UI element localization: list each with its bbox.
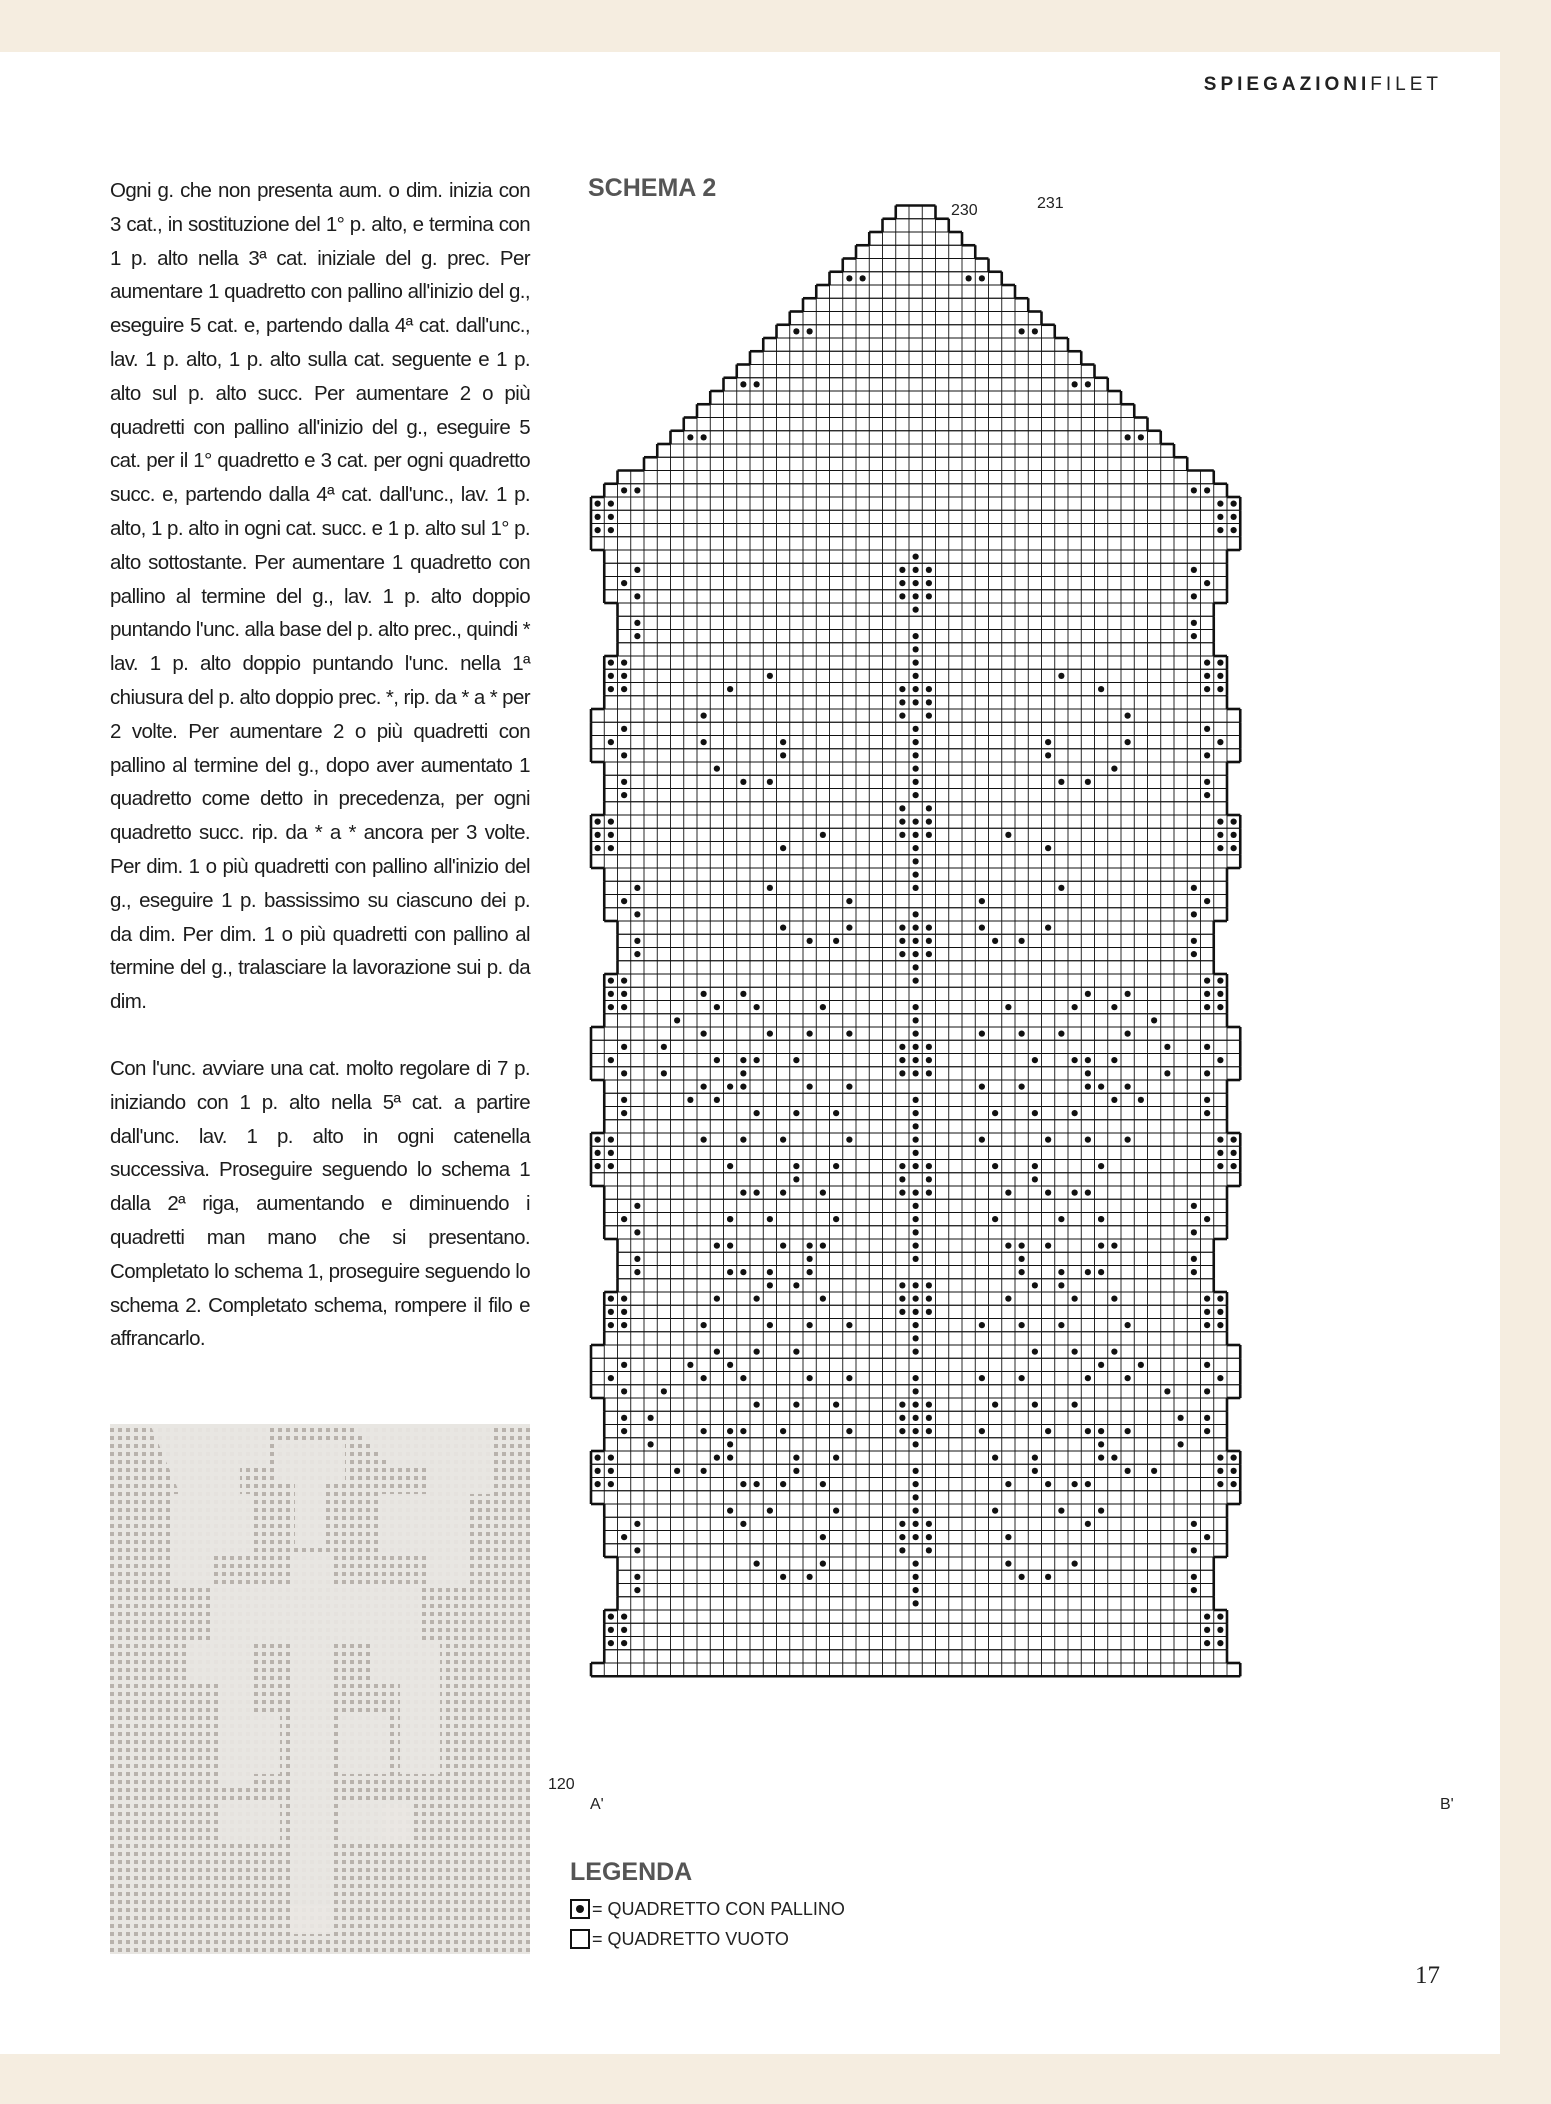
row-label-231: 231 [1037, 195, 1064, 212]
corner-label-right: B' [1440, 1796, 1454, 1813]
corner-label-left: A' [590, 1796, 604, 1813]
header-section: SPIEGAZIONI [1203, 74, 1371, 95]
legend-item-empty [570, 1927, 789, 1951]
legend-empty-label: = QUADRETTO VUOTO [592, 1928, 789, 1949]
instructions-paragraph-1: Ogni g. che non presenta aum. o dim. inizia con 3 cat., in sostituzione del 1° p. alto, e termina con 1 p. alto nella 3ª cat. iniziale del g. prec. Per aumentare 1 quadretto con pallino all'inizio del g., eseguire 5 cat. e, partendo dalla 4ª cat. dall'unc., lav. 1 p. alto, 1 p. alto sulla cat. seguente e 1 p. alto sul p. alto succ. Per aumentare 2 o più quadretti con pallino all'inizio del g., eseguire 5 cat. per il 1° quadretto e 3 cat. per ogni quadretto succ. e, partendo dalla 4ª cat. dall'unc., lav. 1 p. alto, 1 p. alto in ogni cat. succ. e 1 p. alto sul 1° p. alto sottostante. Per aumentare 1 quadretto con pallino al termine del g., lav. 1 p. alto doppio puntando l'unc. alla base del p. alto prec., quindi * lav. 1 p. alto doppio puntando l'unc. nella 1ª chiusura del p. alto doppio prec. *, rip. da * a * per 2 volte. Per aumentare 2 o più quadretti con pallino al termine del g., dopo aver aumentato 1 quadretto come detto in precedenza, per ogni quadretto succ. rip. da * a * ancora per 3 volte. Per dim. 1 o più quadretti con pallino all'inizio del g., eseguire 1 p. bassissimo su ciascuno dei p. da dim. Per dim. 1 o più quadretti con pallino al termine del g., tralasciare la lavorazione sui p. da dim. [110, 179, 531, 1014]
filled-square-icon [570, 1899, 590, 1919]
empty-square-icon [570, 1929, 590, 1949]
legend-title: LEGENDA [570, 1858, 693, 1886]
schema-title: SCHEMA 2 [588, 174, 717, 202]
header-subsection: FILET [1370, 74, 1442, 95]
page-number: 17 [1415, 1962, 1440, 1989]
filet-chart [0, 52, 1500, 2054]
legend-filled-label: = QUADRETTO CON PALLINO [592, 1898, 845, 1919]
legend-item-filled [570, 1897, 845, 1921]
magazine-page [0, 52, 1500, 2054]
row-label-120: 120 [548, 1776, 575, 1793]
instructions-paragraph-2: Con l'unc. avviare una cat. molto regolare di 7 p. iniziando con 1 p. alto nella 5ª cat. a partire dall'unc. lav. 1 p. alto in ogni catenella successiva. Proseguire seguendo lo schema 1 dalla 2ª riga, aumentando e diminuendo i quadretti man mano che si presentano. Completato lo schema 1, proseguire seguendo lo schema 2. Completato schema, rompere il filo e affrancarlo. [110, 1056, 530, 1351]
row-label-230: 230 [951, 202, 978, 219]
